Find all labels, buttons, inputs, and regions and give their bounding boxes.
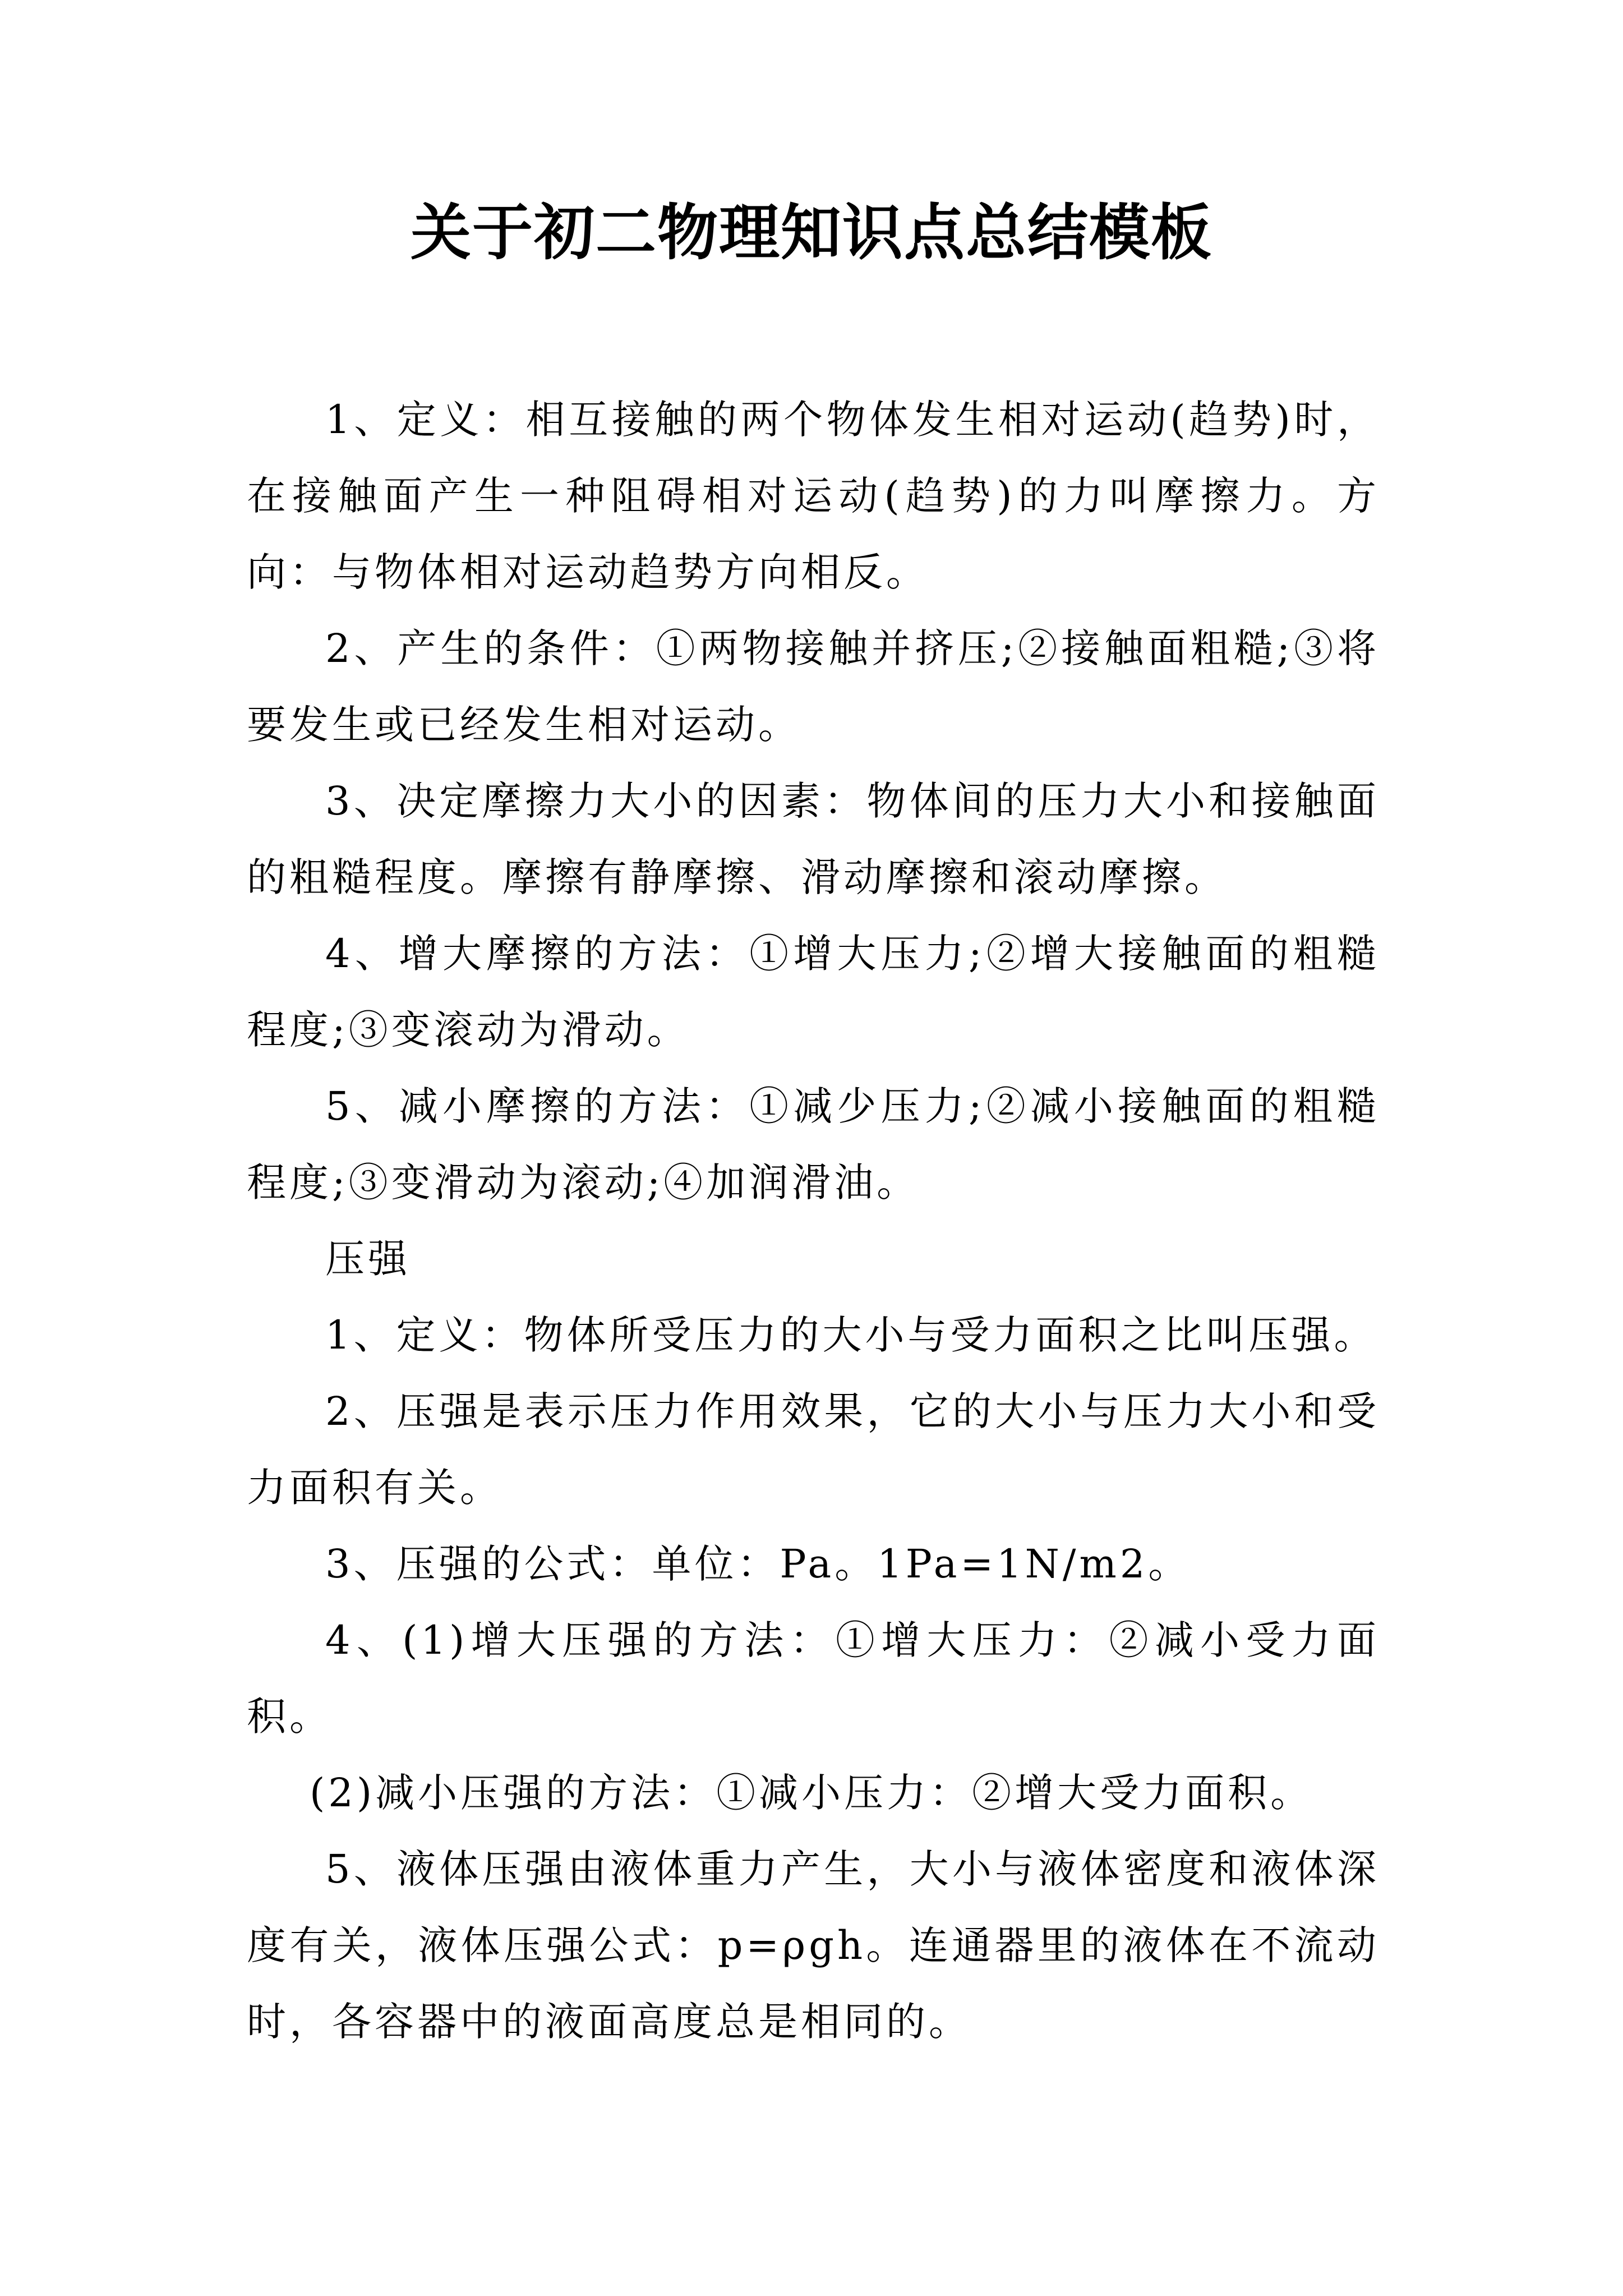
- document-title: 关于初二物理知识点总结模板: [410, 197, 1212, 268]
- paragraph-reduce-pressure: (2)减小压强的方法：①减小压力：②增大受力面积。: [310, 1770, 1313, 1816]
- paragraph-pressure-effect: 2、压强是表示压力作用效果，它的大小与压力大小和受力面积有关。: [247, 1388, 1380, 1511]
- paragraph-friction-definition: 1、定义：相互接触的两个物体发生相对运动(趋势)时，在接触面产生一种阻碍相对运动(趋势)的力叫摩擦力。方向：与物体相对运动趋势方向相反。: [247, 397, 1380, 595]
- document-body: [247, 381, 1380, 2060]
- paragraph-pressure-formula: 3、压强的公式：单位：Pa。1Pa=1N/m2。: [325, 1541, 1191, 1587]
- paragraph-increase-friction: 4、增大摩擦的方法：①增大压力;②增大接触面的粗糙程度;③变滚动为滑动。: [247, 931, 1380, 1053]
- paragraph-liquid-pressure: 5、液体压强由液体重力产生，大小与液体密度和液体深度有关，液体压强公式：p=ρgh。连通器里的液体在不流动时，各容器中的液面高度总是相同的。: [247, 1846, 1380, 2045]
- paragraph-increase-pressure: 4、(1)增大压强的方法：①增大压力：②减小受力面积。: [247, 1617, 1380, 1740]
- paragraph-friction-factors: 3、决定摩擦力大小的因素：物体间的压力大小和接触面的粗糙程度。摩擦有静摩擦、滑动摩擦和滚动摩擦。: [247, 778, 1380, 900]
- section-heading-pressure: 压强: [325, 1236, 411, 1282]
- paragraph-friction-conditions: 2、产生的条件：①两物接触并挤压;②接触面粗糙;③将要发生或已经发生相对运动。: [247, 625, 1380, 748]
- paragraph-reduce-friction: 5、减小摩擦的方法：①减少压力;②减小接触面的粗糙程度;③变滑动为滚动;④加润滑油。: [247, 1083, 1380, 1205]
- paragraph-pressure-definition: 1、定义：物体所受压力的大小与受力面积之比叫压强。: [325, 1312, 1377, 1358]
